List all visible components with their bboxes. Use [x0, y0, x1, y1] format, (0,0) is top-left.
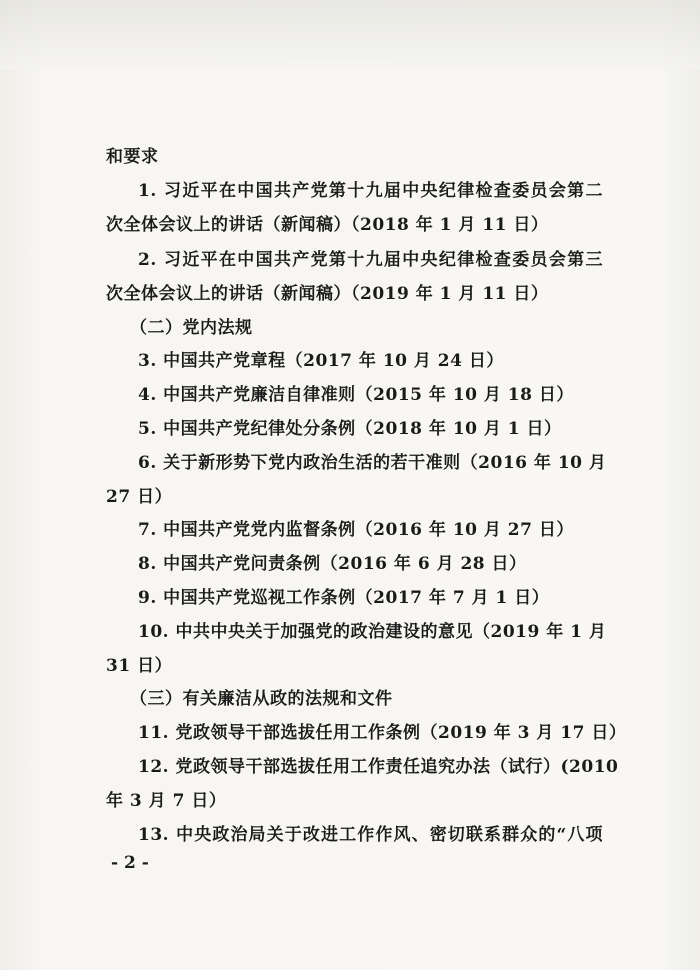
text-line: 8. 中国共产党问责条例（2016 年 6 月 28 日）: [138, 554, 527, 574]
text-line: 7. 中国共产党党内监督条例（2016 年 10 月 27 日）: [138, 520, 574, 540]
section-heading: （三）有关廉洁从政的法规和文件: [130, 689, 393, 709]
text-line: 1. 习近平在中国共产党第十九届中央纪律检查委员会第二: [138, 181, 603, 201]
text-line: 9. 中国共产党巡视工作条例（2017 年 7 月 1 日）: [138, 588, 550, 608]
section-heading: （二）党内法规: [130, 318, 253, 338]
page-number: - 2 -: [111, 853, 149, 873]
scan-shadow: [0, 0, 700, 70]
text-line: 10. 中共中央关于加强党的政治建设的意见（2019 年 1 月: [138, 622, 607, 642]
text-line: 4. 中国共产党廉洁自律准则（2015 年 10 月 18 日）: [138, 385, 574, 405]
text-line: 31 日）: [106, 656, 173, 676]
text-line: 13. 中央政治局关于改进工作作风、密切联系群众的“八项: [138, 825, 603, 845]
text-line: 次全体会议上的讲话（新闻稿）（2019 年 1 月 11 日）: [106, 284, 549, 304]
text-line: 和要求: [106, 147, 159, 167]
text-line: 27 日）: [106, 487, 173, 507]
text-line: 11. 党政领导干部选拔任用工作条例（2019 年 3 月 17 日）: [138, 723, 627, 743]
text-line: 6. 关于新形势下党内政治生活的若干准则（2016 年 10 月: [138, 453, 607, 473]
text-line: 年 3 月 7 日）: [106, 791, 227, 811]
text-line: 12. 党政领导干部选拔任用工作责任追究办法（试行）(2010: [138, 757, 619, 777]
text-line: 次全体会议上的讲话（新闻稿）（2018 年 1 月 11 日）: [106, 215, 549, 235]
text-line: 3. 中国共产党章程（2017 年 10 月 24 日）: [138, 351, 504, 371]
text-line: 2. 习近平在中国共产党第十九届中央纪律检查委员会第三: [138, 250, 603, 270]
text-line: 5. 中国共产党纪律处分条例（2018 年 10 月 1 日）: [138, 419, 562, 439]
